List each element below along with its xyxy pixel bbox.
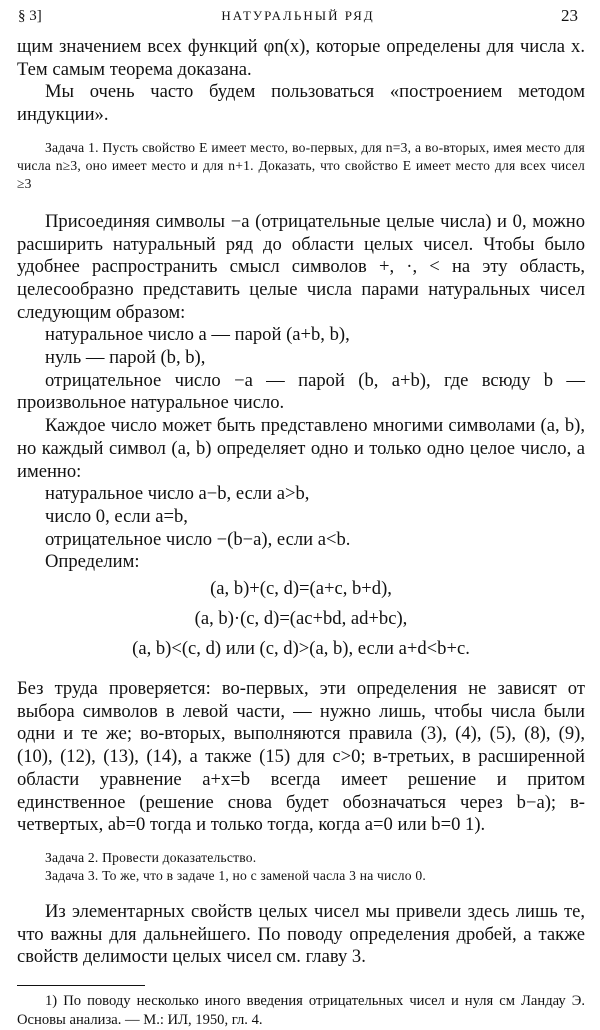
task-1: Задача 1. Пусть свойство E имеет место, во-первых, для n=3, а во-вторых, имея место для числа n≥3, оно имеет место и для n+1. Доказать, что свойство E имеет место для всех чисел ≥3: [17, 139, 585, 191]
page-number: 23: [561, 6, 578, 25]
formula-sum: (a, b)+(c, d)=(a+c, b+d),: [210, 578, 392, 600]
paragraph-3: Присоединяя символы −a (отрицательные целые числа) и 0, можно расширить натуральный ряд до области целых чисел. Чтобы было удобнее распространить смысл символов +, ·, < на эту область, целесообразно представить целые числа парами натуральных чисел следующим образом:: [17, 210, 585, 323]
paragraph-1: щим значением всех функций φn(x), которые определены для числа x. Тем самым теорема доказана.: [17, 36, 585, 80]
footnote-rule: [17, 985, 145, 986]
formula-product: (a, b)·(c, d)=(ac+bd, ad+bc),: [194, 608, 408, 630]
page-header: [18, 6, 578, 30]
pair-line: отрицательное число −a — парой (b, a+b), где всюду b — произвольное натуральное число.: [17, 369, 585, 414]
define-label: Определим:: [45, 551, 140, 573]
pair-line: натуральное число a — парой (a+b, b),: [45, 324, 350, 346]
meaning-line: число 0, если a=b,: [45, 505, 188, 527]
paragraph-4: Каждое число может быть представлено многими символами (a, b), но каждый символ (a, b) определяет одно и только одно целое число, а именно:: [17, 415, 585, 482]
footnote: 1) По поводу несколько иного введения отрицательных чисел и нуля см Ландау Э. Основы анализа. — М.: ИЛ, 1950, гл. 4.: [17, 993, 585, 1029]
meaning-list: [17, 483, 585, 551]
meaning-line: отрицательное число −(b−a), если a<b.: [45, 528, 351, 550]
task-3: Задача 3. То же, что в задаче 1, но с заменой часла 3 на число 0.: [45, 867, 426, 883]
paragraph-2: Мы очень часто будем пользоваться «построением методом индукции».: [17, 81, 585, 126]
section-marker: § 3]: [18, 8, 42, 24]
paragraph-5: Без труда проверяется: во-первых, эти определения не зависят от выбора символов в левой части, — нужно лишь, чтобы числа были одни и те же; во-вторых, выполняются правила (3), (4), (5), (8), (9), (10), (12), (13), (14), а также (15) для c>0; в-третьих, в расширенной области уравнение a+x=b всегда имеет решение и притом единственное (решение снова будет обозначаться через b−a); в-четвертых, ab=0 тогда и только тогда, когда a=0 или b=0 1).: [17, 678, 585, 836]
page-body: [17, 36, 585, 1030]
running-title: НАТУРАЛЬНЫЙ РЯД: [221, 8, 375, 23]
task-2: Задача 2. Провести доказательство.: [45, 849, 257, 865]
formula-block: [17, 574, 585, 664]
pair-line: нуль — парой (b, b),: [45, 347, 206, 369]
formula-order: (a, b)<(c, d) или (c, d)>(a, b), если a+d<b+c.: [132, 638, 470, 660]
meaning-line: натуральное число a−b, если a>b,: [45, 483, 310, 505]
paragraph-6: Из элементарных свойств целых чисел мы привели здесь лишь те, что важны для дальнейшего. По поводу определения дробей, а также свойств делимости целых чисел см. главу 3.: [17, 900, 585, 968]
pair-list: [17, 324, 585, 415]
